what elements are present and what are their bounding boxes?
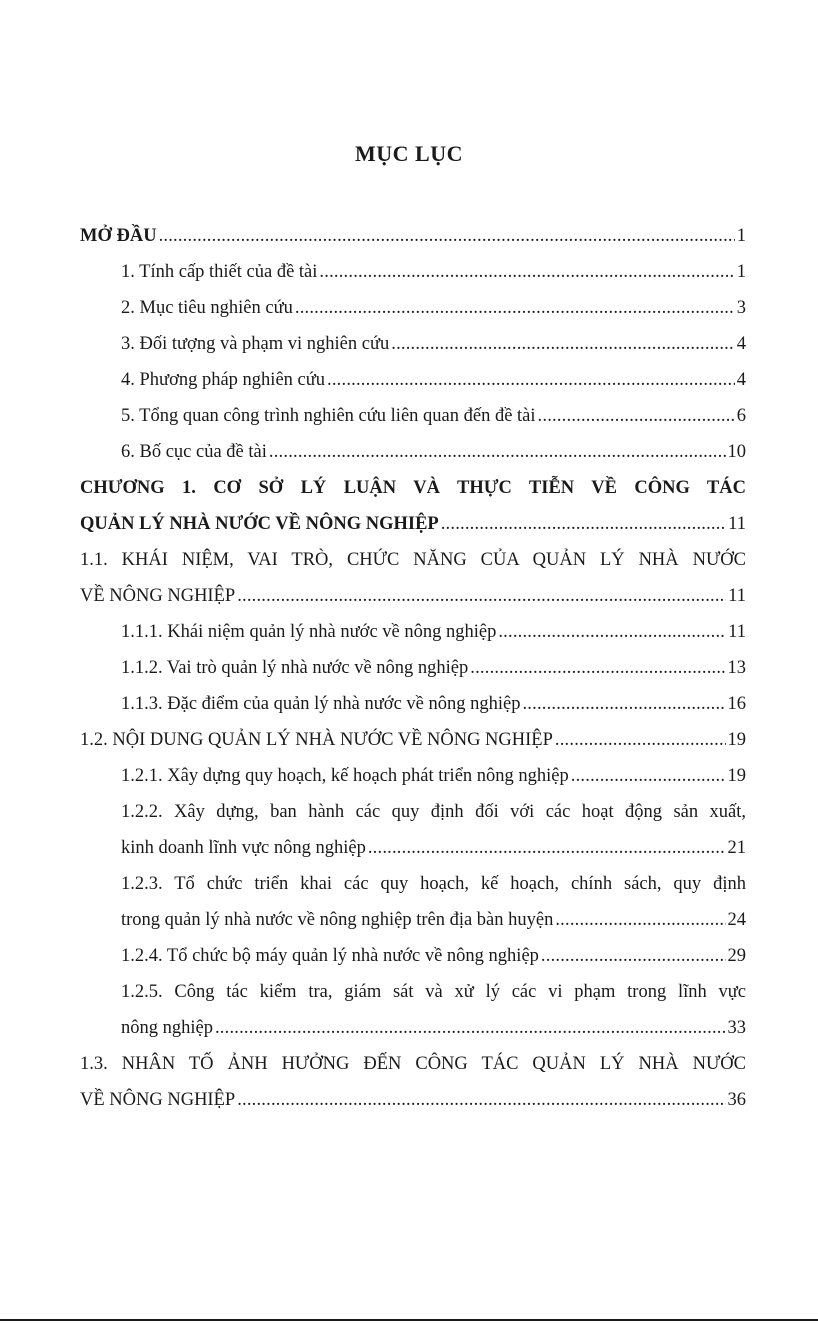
toc-entry	[80, 542, 746, 614]
toc-page-number: 29	[727, 946, 746, 966]
toc-page-number: 1	[736, 262, 746, 282]
toc-entry-row	[121, 830, 746, 866]
toc-entry-row	[80, 506, 746, 542]
toc-entry-row	[121, 1010, 746, 1046]
toc-page-number: 13	[727, 658, 746, 678]
toc-page-number: 33	[727, 1018, 746, 1038]
toc-entry-label: nông nghiệp	[121, 1018, 213, 1038]
dot-leader	[391, 326, 735, 362]
toc-entry	[80, 1046, 746, 1118]
page-title: MỤC LỤC	[355, 141, 463, 166]
toc-entry-label: 1.1.1. Khái niệm quản lý nhà nước về nông nghiệp	[121, 622, 497, 642]
toc-entry-label: trong quản lý nhà nước về nông nghiệp trên địa bàn huyện	[121, 910, 554, 930]
toc-entry-row	[121, 254, 746, 290]
dot-leader	[295, 290, 735, 326]
toc-entry-row	[121, 434, 746, 470]
page-bottom-border	[0, 1319, 818, 1321]
toc-page-number: 21	[727, 838, 746, 858]
toc-entry	[80, 938, 746, 974]
toc-entry-row	[121, 290, 746, 326]
toc-entry	[80, 326, 746, 362]
dot-leader	[555, 722, 726, 758]
toc-entry-row	[121, 614, 746, 650]
toc-entry	[80, 794, 746, 866]
toc-entry-label: QUẢN LÝ NHÀ NƯỚC VỀ NÔNG NGHIỆP	[80, 514, 439, 534]
toc-page-number: 11	[728, 622, 746, 642]
toc-entry-label: 1.1.2. Vai trò quản lý nhà nước về nông nghiệp	[121, 658, 469, 678]
toc-entry-line: 1.3. NHÂN TỐ ẢNH HƯỞNG ĐẾN CÔNG TÁC QUẢN LÝ NHÀ NƯỚC	[80, 1054, 746, 1074]
toc-entry-label: 6. Bố cục của đề tài	[121, 442, 267, 462]
toc-entry-label: 1.2.4. Tổ chức bộ máy quản lý nhà nước về nông nghiệp	[121, 946, 539, 966]
dot-leader	[215, 1010, 726, 1046]
table-of-contents	[80, 218, 746, 1118]
toc-entry	[80, 362, 746, 398]
toc-entry-label: VỀ NÔNG NGHIỆP	[80, 586, 236, 606]
toc-entry-row	[80, 218, 746, 254]
dot-leader	[538, 398, 735, 434]
toc-entry	[80, 758, 746, 794]
dot-leader	[541, 938, 726, 974]
dot-leader	[441, 506, 726, 542]
toc-page-number: 3	[736, 298, 746, 318]
toc-page-number: 19	[727, 730, 746, 750]
dot-leader	[522, 686, 725, 722]
toc-entry	[80, 434, 746, 470]
toc-page-number: 10	[727, 442, 746, 462]
dot-leader	[237, 1082, 725, 1118]
dot-leader	[571, 758, 726, 794]
toc-entry-row	[121, 902, 746, 938]
toc-page-number: 4	[736, 334, 746, 354]
toc-page-number: 24	[727, 910, 746, 930]
toc-entry-label: 5. Tổng quan công trình nghiên cứu liên quan đến đề tài	[121, 406, 536, 426]
toc-entry-label: 3. Đối tượng và phạm vi nghiên cứu	[121, 334, 390, 354]
toc-entry-row	[121, 326, 746, 362]
toc-entry-label: 1.1.3. Đặc điểm của quản lý nhà nước về nông nghiệp	[121, 694, 521, 714]
dot-leader	[555, 902, 725, 938]
toc-entry-label: VỀ NÔNG NGHIỆP	[80, 1090, 236, 1110]
toc-entry	[80, 722, 746, 758]
dot-leader	[319, 254, 734, 290]
toc-entry-row	[80, 1082, 746, 1118]
toc-entry-label: 4. Phương pháp nghiên cứu	[121, 370, 326, 390]
toc-entry	[80, 290, 746, 326]
toc-entry	[80, 218, 746, 254]
toc-entry-label: 1.2.1. Xây dựng quy hoạch, kế hoạch phát triển nông nghiệp	[121, 766, 569, 786]
toc-entry-label: 1.2. NỘI DUNG QUẢN LÝ NHÀ NƯỚC VỀ NÔNG NGHIỆP	[80, 730, 553, 750]
toc-entry-row	[121, 686, 746, 722]
toc-entry-row	[80, 722, 746, 758]
toc-page-number: 1	[736, 226, 746, 246]
toc-entry	[80, 398, 746, 434]
toc-entry-row	[121, 398, 746, 434]
toc-entry-label: 2. Mục tiêu nghiên cứu	[121, 298, 293, 318]
dot-leader	[237, 578, 726, 614]
toc-entry-label: MỞ ĐẦU	[80, 226, 157, 246]
toc-entry	[80, 470, 746, 542]
toc-entry	[80, 254, 746, 290]
toc-page-number: 36	[727, 1090, 746, 1110]
dot-leader	[269, 434, 726, 470]
toc-entry-row	[121, 758, 746, 794]
toc-page-number: 19	[727, 766, 746, 786]
toc-entry-row	[121, 362, 746, 398]
toc-entry	[80, 974, 746, 1046]
toc-page-number: 4	[736, 370, 746, 390]
dot-leader	[159, 218, 735, 254]
toc-page-number: 11	[728, 586, 746, 606]
toc-entry-line: 1.2.3. Tổ chức triển khai các quy hoạch, kế hoạch, chính sách, quy định	[121, 874, 746, 894]
toc-entry-line: 1.2.2. Xây dựng, ban hành các quy định đối với các hoạt động sản xuất,	[121, 802, 746, 822]
dot-leader	[498, 614, 726, 650]
toc-entry	[80, 686, 746, 722]
toc-entry	[80, 866, 746, 938]
toc-entry-line: CHƯƠNG 1. CƠ SỞ LÝ LUẬN VÀ THỰC TIỄN VỀ CÔNG TÁC	[80, 478, 746, 498]
toc-entry	[80, 614, 746, 650]
toc-entry-row	[121, 938, 746, 974]
toc-page-number: 6	[736, 406, 746, 426]
dot-leader	[327, 362, 735, 398]
dot-leader	[470, 650, 725, 686]
toc-page-number: 11	[728, 514, 746, 534]
dot-leader	[368, 830, 726, 866]
toc-page-number: 16	[727, 694, 746, 714]
toc-entry	[80, 650, 746, 686]
toc-entry-label: 1. Tính cấp thiết của đề tài	[121, 262, 318, 282]
toc-entry-line: 1.2.5. Công tác kiểm tra, giám sát và xử lý các vi phạm trong lĩnh vực	[121, 982, 746, 1002]
toc-entry-row	[80, 578, 746, 614]
toc-entry-line: 1.1. KHÁI NIỆM, VAI TRÒ, CHỨC NĂNG CỦA QUẢN LÝ NHÀ NƯỚC	[80, 550, 746, 570]
toc-entry-row	[121, 650, 746, 686]
toc-entry-label: kinh doanh lĩnh vực nông nghiệp	[121, 838, 366, 858]
